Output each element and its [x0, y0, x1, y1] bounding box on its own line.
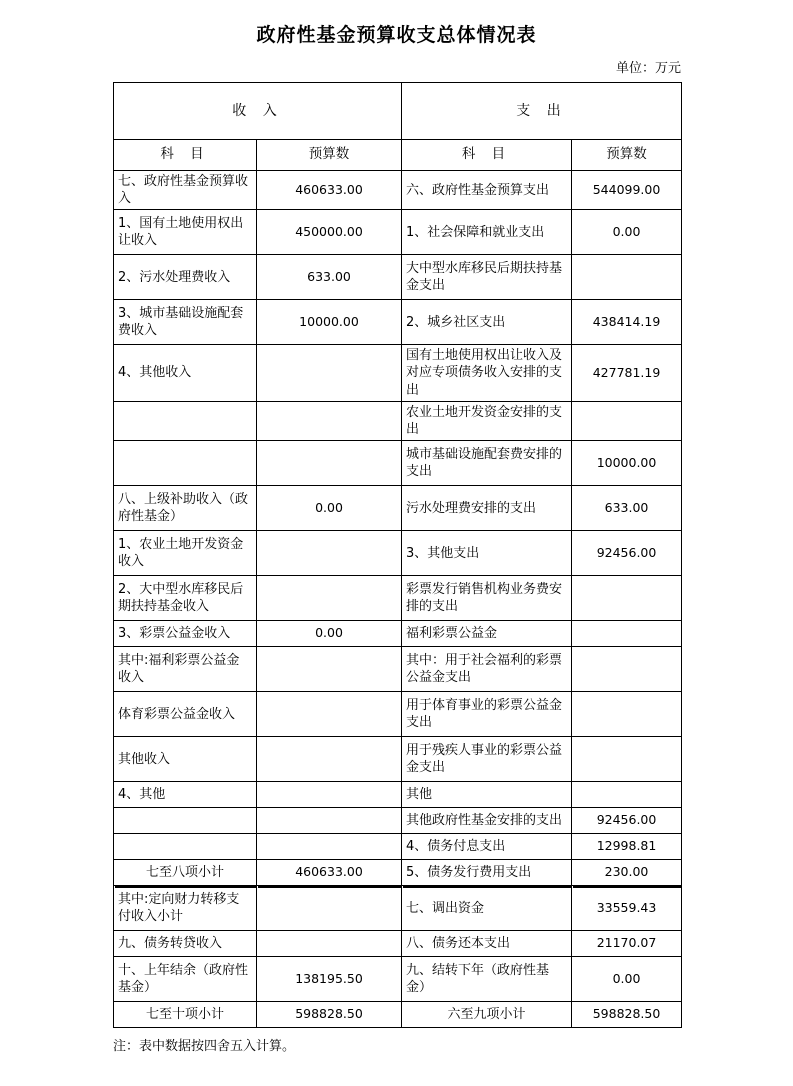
table-row [114, 300, 682, 345]
column-header-subject-right: 科 目 [402, 140, 572, 171]
income-subject-cell: 九、债务转贷收入 [114, 931, 257, 957]
expenditure-amount-cell: 92456.00 [572, 808, 682, 834]
income-subject-cell: 2、污水处理费收入 [114, 255, 257, 300]
income-subject-cell: 3、彩票公益金收入 [114, 621, 257, 647]
income-amount-cell [257, 441, 402, 486]
expenditure-amount-cell: 33559.43 [572, 886, 682, 931]
expenditure-subject-cell: 农业土地开发资金安排的支出 [402, 401, 572, 440]
table-row [114, 401, 682, 440]
table-note: 注：表中数据按四舍五入计算。 [113, 1039, 296, 1055]
expenditure-subject-cell: 4、债务付息支出 [402, 834, 572, 860]
income-subject-cell: 八、上级补助收入（政府性基金） [114, 486, 257, 531]
income-amount-cell [257, 576, 402, 621]
income-subject-cell [114, 834, 257, 860]
income-amount-cell [257, 834, 402, 860]
expenditure-amount-cell: 0.00 [572, 210, 682, 255]
expenditure-subject-cell: 污水处理费安排的支出 [402, 486, 572, 531]
table-row [114, 782, 682, 808]
expenditure-amount-cell: 427781.19 [572, 345, 682, 401]
income-subject-cell: 1、国有土地使用权出让收入 [114, 210, 257, 255]
income-subject-cell: 其中:福利彩票公益金收入 [114, 647, 257, 692]
income-subject-cell: 1、农业土地开发资金收入 [114, 531, 257, 576]
income-amount-cell: 0.00 [257, 621, 402, 647]
budget-table [113, 82, 682, 1028]
expenditure-subject-cell: 九、结转下年（政府性基金） [402, 957, 572, 1002]
table-row [114, 345, 682, 401]
table-row [114, 647, 682, 692]
income-subject-cell: 4、其他 [114, 782, 257, 808]
expenditure-amount-cell: 544099.00 [572, 171, 682, 210]
expenditure-group-header: 支 出 [402, 83, 682, 140]
expenditure-amount-cell: 633.00 [572, 486, 682, 531]
expenditure-amount-cell: 12998.81 [572, 834, 682, 860]
income-subject-cell: 其中:定向财力转移支付收入小计 [114, 886, 257, 931]
income-amount-cell [257, 931, 402, 957]
income-subject-cell [114, 441, 257, 486]
expenditure-subject-cell: 彩票发行销售机构业务费安排的支出 [402, 576, 572, 621]
expenditure-subject-cell: 5、债务发行费用支出 [402, 860, 572, 886]
income-amount-cell: 460633.00 [257, 860, 402, 886]
table-row [114, 860, 682, 886]
expenditure-subject-cell: 其中：用于社会福利的彩票公益金支出 [402, 647, 572, 692]
income-subject-cell: 七、政府性基金预算收入 [114, 171, 257, 210]
income-amount-cell: 633.00 [257, 255, 402, 300]
expenditure-subject-cell: 3、其他支出 [402, 531, 572, 576]
column-header-amount-left: 预算数 [257, 140, 402, 171]
expenditure-subject-cell: 八、债务还本支出 [402, 931, 572, 957]
column-header-subject-left: 科 目 [114, 140, 257, 171]
expenditure-amount-cell: 10000.00 [572, 441, 682, 486]
budget-table-container [0, 82, 793, 1028]
table-row [114, 808, 682, 834]
income-amount-cell [257, 531, 402, 576]
table-row [114, 692, 682, 737]
income-amount-cell: 460633.00 [257, 171, 402, 210]
expenditure-amount-cell: 598828.50 [572, 1002, 682, 1028]
income-subject-cell: 2、大中型水库移民后期扶持基金收入 [114, 576, 257, 621]
income-amount-cell [257, 345, 402, 401]
expenditure-amount-cell [572, 647, 682, 692]
income-subject-cell: 七至八项小计 [114, 860, 257, 886]
table-row [114, 255, 682, 300]
column-header-amount-right: 预算数 [572, 140, 682, 171]
table-row [114, 486, 682, 531]
expenditure-subject-cell: 其他 [402, 782, 572, 808]
expenditure-amount-cell [572, 621, 682, 647]
table-row [114, 931, 682, 957]
expenditure-subject-cell: 用于体育事业的彩票公益金支出 [402, 692, 572, 737]
income-subject-cell [114, 808, 257, 834]
page-title: 政府性基金预算收支总体情况表 [256, 24, 537, 46]
income-amount-cell: 450000.00 [257, 210, 402, 255]
income-amount-cell [257, 737, 402, 782]
income-amount-cell [257, 782, 402, 808]
table-group-header-row [114, 83, 682, 140]
income-subject-cell [114, 401, 257, 440]
income-group-header: 收 入 [114, 83, 402, 140]
income-amount-cell [257, 692, 402, 737]
income-amount-cell: 0.00 [257, 486, 402, 531]
expenditure-subject-cell: 其他政府性基金安排的支出 [402, 808, 572, 834]
income-subject-cell: 4、其他收入 [114, 345, 257, 401]
table-row [114, 531, 682, 576]
table-row [114, 886, 682, 931]
income-amount-cell [257, 808, 402, 834]
expenditure-subject-cell: 福利彩票公益金 [402, 621, 572, 647]
unit-label: 单位：万元 [615, 61, 681, 76]
expenditure-subject-cell: 城市基础设施配套费安排的支出 [402, 441, 572, 486]
expenditure-subject-cell: 1、社会保障和就业支出 [402, 210, 572, 255]
income-amount-cell: 598828.50 [257, 1002, 402, 1028]
expenditure-amount-cell: 0.00 [572, 957, 682, 1002]
expenditure-amount-cell [572, 255, 682, 300]
expenditure-subject-cell: 七、调出资金 [402, 886, 572, 931]
income-amount-cell [257, 886, 402, 931]
expenditure-subject-cell: 2、城乡社区支出 [402, 300, 572, 345]
table-row [114, 621, 682, 647]
table-row [114, 737, 682, 782]
expenditure-amount-cell [572, 692, 682, 737]
expenditure-amount-cell [572, 782, 682, 808]
income-subject-cell: 七至十项小计 [114, 1002, 257, 1028]
table-row [114, 1002, 682, 1028]
expenditure-amount-cell: 438414.19 [572, 300, 682, 345]
expenditure-amount-cell: 92456.00 [572, 531, 682, 576]
expenditure-subject-cell: 六、政府性基金预算支出 [402, 171, 572, 210]
table-row [114, 210, 682, 255]
expenditure-subject-cell: 国有土地使用权出让收入及对应专项债务收入安排的支出 [402, 345, 572, 401]
expenditure-amount-cell [572, 737, 682, 782]
income-subject-cell: 3、城市基础设施配套费收入 [114, 300, 257, 345]
income-subject-cell: 体育彩票公益金收入 [114, 692, 257, 737]
income-subject-cell: 其他收入 [114, 737, 257, 782]
expenditure-amount-cell: 230.00 [572, 860, 682, 886]
income-subject-cell: 十、上年结余（政府性基金） [114, 957, 257, 1002]
expenditure-subject-cell: 六至九项小计 [402, 1002, 572, 1028]
table-row [114, 171, 682, 210]
expenditure-subject-cell: 用于残疾人事业的彩票公益金支出 [402, 737, 572, 782]
table-body [114, 83, 682, 1028]
table-row [114, 576, 682, 621]
income-amount-cell [257, 401, 402, 440]
table-row [114, 834, 682, 860]
income-amount-cell [257, 647, 402, 692]
table-row [114, 441, 682, 486]
income-amount-cell: 138195.50 [257, 957, 402, 1002]
expenditure-amount-cell [572, 576, 682, 621]
income-amount-cell: 10000.00 [257, 300, 402, 345]
expenditure-amount-cell: 21170.07 [572, 931, 682, 957]
expenditure-subject-cell: 大中型水库移民后期扶持基金支出 [402, 255, 572, 300]
expenditure-amount-cell [572, 401, 682, 440]
table-column-header-row [114, 140, 682, 171]
table-row [114, 957, 682, 1002]
